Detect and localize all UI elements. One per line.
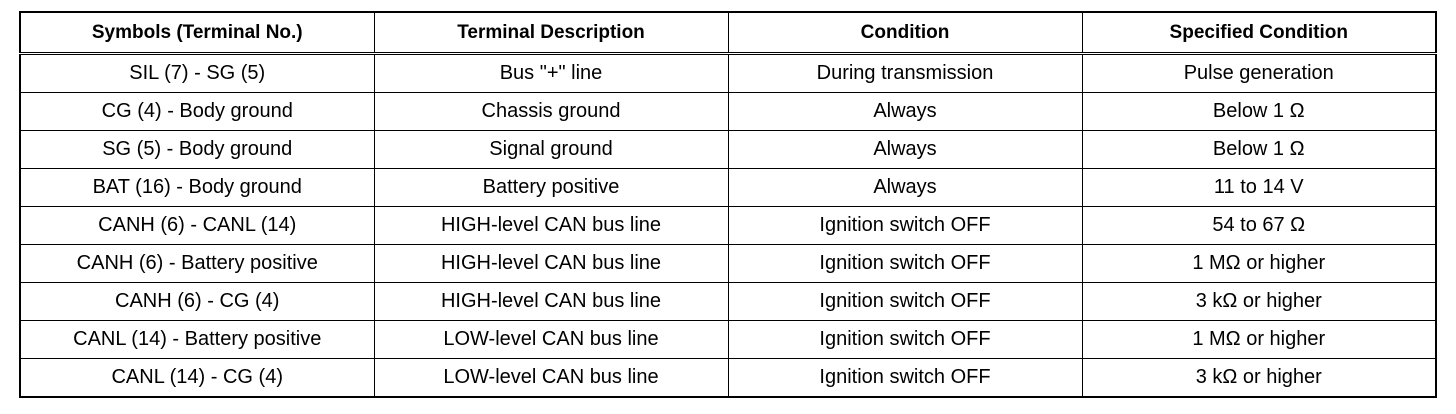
table-row — [20, 283, 1436, 321]
cell-condition: Ignition switch OFF — [728, 321, 1082, 359]
cell-terminal-description: HIGH-level CAN bus line — [374, 207, 728, 245]
cell-condition: Always — [728, 93, 1082, 131]
table-row — [20, 54, 1436, 93]
cell-condition: During transmission — [728, 54, 1082, 93]
cell-symbols: CANL (14) - Battery positive — [20, 321, 374, 359]
cell-condition: Always — [728, 169, 1082, 207]
cell-specified-condition: 11 to 14 V — [1082, 169, 1436, 207]
header-row — [20, 12, 1436, 54]
table-row — [20, 245, 1436, 283]
header-symbols: Symbols (Terminal No.) — [20, 12, 374, 54]
cell-terminal-description: Chassis ground — [374, 93, 728, 131]
cell-specified-condition: 3 kΩ or higher — [1082, 283, 1436, 321]
table-row — [20, 169, 1436, 207]
cell-condition: Ignition switch OFF — [728, 245, 1082, 283]
table-row — [20, 207, 1436, 245]
cell-condition: Always — [728, 131, 1082, 169]
cell-terminal-description: HIGH-level CAN bus line — [374, 283, 728, 321]
cell-terminal-description: Battery positive — [374, 169, 728, 207]
table-header — [20, 12, 1436, 54]
table-body — [20, 54, 1436, 398]
terminal-spec-table — [19, 11, 1437, 398]
cell-symbols: SIL (7) - SG (5) — [20, 54, 374, 93]
cell-specified-condition: 54 to 67 Ω — [1082, 207, 1436, 245]
cell-symbols: CANH (6) - CG (4) — [20, 283, 374, 321]
cell-terminal-description: HIGH-level CAN bus line — [374, 245, 728, 283]
cell-condition: Ignition switch OFF — [728, 207, 1082, 245]
cell-condition: Ignition switch OFF — [728, 283, 1082, 321]
cell-condition: Ignition switch OFF — [728, 359, 1082, 398]
cell-specified-condition: Pulse generation — [1082, 54, 1436, 93]
cell-specified-condition: 1 MΩ or higher — [1082, 321, 1436, 359]
header-terminal-description: Terminal Description — [374, 12, 728, 54]
cell-symbols: CANH (6) - CANL (14) — [20, 207, 374, 245]
cell-terminal-description: Signal ground — [374, 131, 728, 169]
cell-terminal-description: LOW-level CAN bus line — [374, 321, 728, 359]
cell-symbols: CANL (14) - CG (4) — [20, 359, 374, 398]
cell-terminal-description: Bus "+" line — [374, 54, 728, 93]
table-row — [20, 321, 1436, 359]
cell-specified-condition: 3 kΩ or higher — [1082, 359, 1436, 398]
cell-symbols: BAT (16) - Body ground — [20, 169, 374, 207]
table-row — [20, 359, 1436, 398]
cell-terminal-description: LOW-level CAN bus line — [374, 359, 728, 398]
cell-symbols: CANH (6) - Battery positive — [20, 245, 374, 283]
cell-specified-condition: Below 1 Ω — [1082, 93, 1436, 131]
header-specified-condition: Specified Condition — [1082, 12, 1436, 54]
cell-specified-condition: Below 1 Ω — [1082, 131, 1436, 169]
cell-symbols: CG (4) - Body ground — [20, 93, 374, 131]
cell-specified-condition: 1 MΩ or higher — [1082, 245, 1436, 283]
table-row — [20, 93, 1436, 131]
table-row — [20, 131, 1436, 169]
cell-symbols: SG (5) - Body ground — [20, 131, 374, 169]
header-condition: Condition — [728, 12, 1082, 54]
